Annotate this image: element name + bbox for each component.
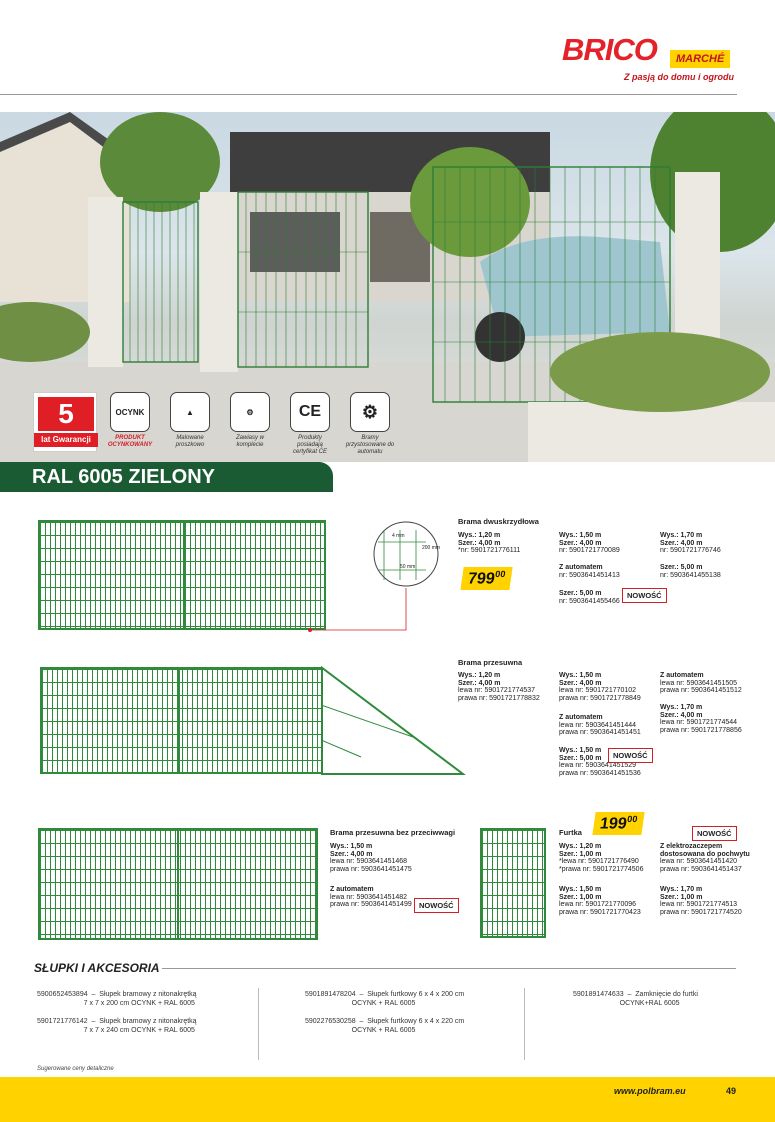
spec-line: Z automatem bbox=[559, 564, 603, 571]
spec-line: lewa nr: 5901721774537 bbox=[458, 687, 536, 695]
spec-line: prawa nr: 5903641451437 bbox=[660, 865, 742, 873]
accessories-list-wicket-posts: 5901891478204 – Słupek furtkowy 6 x 4 x 200 cm OCYNK + RAL 6005 5902276530258 – Słupek furtkowy 6 x 4 x 220 cm OCYNK + RAL 6005 bbox=[305, 991, 465, 1034]
product-name: Brama przesuwna bez przeciwwagi bbox=[330, 828, 456, 837]
spec-line: Wys.: 1,70 m bbox=[660, 704, 703, 711]
spec-line: prawa nr: 5903641451536 bbox=[559, 769, 641, 777]
accessories-list-posts: 5900652453894 – Słupek bramowy z nitonakrętką 7 x 7 x 200 cm OCYNK + RAL 6005 5901721776142 – Słupek bramowy z nitonakrętką 7 x 7 x 240 cm OCYNK + RAL 6005 bbox=[37, 991, 197, 1034]
zn-ocynk-icon bbox=[110, 392, 150, 432]
gate-divider bbox=[178, 667, 180, 774]
spec-line: Szer.: 4,00 m bbox=[559, 679, 602, 687]
spec-line: *prawa nr: 5901721774506 bbox=[559, 865, 644, 873]
accessories-divider bbox=[162, 968, 736, 969]
price-cents: 00 bbox=[626, 814, 639, 824]
spec-line: Szer.: 5,00 m bbox=[559, 754, 602, 762]
spec-line: Szer.: 1,00 m bbox=[559, 850, 602, 858]
spec-line: prawa nr: 5903641451451 bbox=[559, 729, 641, 737]
ce-title: CE bbox=[298, 403, 322, 420]
spec-line: Szer.: 4,00 m bbox=[458, 539, 501, 547]
spec-line: nr: 5903641455138 bbox=[660, 571, 721, 579]
badge-caption: PRODUKT OCYNKOWANY bbox=[107, 435, 153, 448]
ce-mark-icon bbox=[290, 392, 330, 432]
spec-line: Szer.: 4,00 m bbox=[458, 679, 501, 687]
section-title: RAL 6005 ZIELONY bbox=[32, 466, 216, 488]
double-gate-image bbox=[38, 520, 326, 630]
spec-line: Wys.: 1,70 m bbox=[660, 886, 703, 893]
spec-line: *nr: 5901721776111 bbox=[458, 547, 521, 555]
spec-line: prawa nr: 5901721770423 bbox=[559, 908, 641, 916]
spec-line: lewa nr: 5901721770096 bbox=[559, 901, 637, 909]
footer-bar bbox=[0, 1077, 775, 1122]
spec-line: nr: 5903641451413 bbox=[559, 571, 620, 579]
spec-line: Z elektrozaczepem bbox=[660, 843, 723, 850]
spec-line: lewa nr: 5903641451529 bbox=[559, 762, 637, 770]
spec-line: nr: 5903641455466 bbox=[559, 597, 620, 605]
spec-line: Szer.: 1,00 m bbox=[559, 893, 602, 901]
column-divider bbox=[258, 988, 259, 1060]
spec-line: Wys.: 1,50 m bbox=[559, 672, 602, 679]
spec-line: prawa nr: 5903641451499 bbox=[330, 901, 412, 909]
spec-line: Wys.: 1,50 m bbox=[559, 886, 602, 893]
detail-height-label: 50 mm bbox=[400, 564, 416, 570]
badge-ocynk bbox=[105, 392, 155, 449]
product-name: Brama przesuwna bbox=[458, 658, 523, 667]
spec-line: Szer.: 5,00 m bbox=[559, 590, 602, 597]
mesh-detail-diagram bbox=[300, 518, 440, 638]
price-note: Sugerowane ceny detaliczne bbox=[37, 1066, 114, 1072]
feature-badges bbox=[33, 392, 398, 460]
badge-automat bbox=[345, 392, 395, 456]
spec-line: nr: 5901721770089 bbox=[559, 547, 620, 555]
badge-caption: Produkty posiadają certyfikat CE bbox=[292, 435, 327, 455]
badge-hinges bbox=[225, 392, 275, 449]
spec-line: Wys.: 1,70 m bbox=[660, 532, 703, 539]
spray-paint-icon: ▲ bbox=[170, 392, 210, 432]
price-value: 799 bbox=[466, 570, 496, 588]
spec-line: Z automatem bbox=[660, 672, 704, 679]
sliding-gate-tail bbox=[321, 665, 466, 777]
new-badge: NOWOŚĆ bbox=[692, 826, 737, 841]
wicket-gate-image bbox=[480, 828, 546, 938]
accessories-list-lock: 5901891474633 – Zamknięcie do furtki OCYNK+RAL 6005 bbox=[573, 991, 698, 1007]
footer-url[interactable]: www.polbram.eu bbox=[614, 1086, 686, 1096]
badge-caption: Bramy przystosowane do automatu bbox=[345, 435, 395, 455]
spec-line: lewa nr: 5901721770102 bbox=[559, 687, 637, 695]
spec-line: Z automatem bbox=[559, 714, 603, 721]
spec-line: Szer.: 5,00 m bbox=[660, 564, 703, 571]
spec-line: prawa nr: 5903641451512 bbox=[660, 687, 742, 695]
spec-line: lewa nr: 5901721774544 bbox=[660, 719, 738, 727]
guarantee-badge bbox=[33, 392, 97, 452]
guarantee-label: lat Gwarancji bbox=[34, 433, 98, 447]
spec-line: lewa nr: 5903641451444 bbox=[559, 721, 637, 729]
logo-brico-text: BRICO bbox=[562, 32, 657, 67]
hinge-icon: ⚙ bbox=[230, 392, 270, 432]
detail-depth-label: 200 mm bbox=[422, 545, 441, 551]
section-title-bar bbox=[0, 462, 333, 492]
accessories-title: SŁUPKI I AKCESORIA bbox=[34, 961, 160, 975]
spec-line: nr: 5901721776746 bbox=[660, 547, 721, 555]
column-divider bbox=[524, 988, 525, 1060]
product-name: Furtka bbox=[559, 828, 582, 837]
gears-icon: ⚙ bbox=[350, 392, 390, 432]
spec-line: lewa nr: 5903641451505 bbox=[660, 679, 738, 687]
badge-powder bbox=[165, 392, 215, 449]
spec-line: lewa nr: 5903641451468 bbox=[330, 858, 408, 866]
spec-line: prawa nr: 5901721778832 bbox=[458, 694, 540, 702]
spec-line: Szer.: 4,00 m bbox=[660, 539, 703, 547]
price-value: 199 bbox=[598, 815, 628, 833]
spec-line: Z automatem bbox=[330, 886, 374, 893]
brico-marche-logo bbox=[562, 32, 742, 88]
spec-line: Szer.: 4,00 m bbox=[660, 711, 703, 719]
new-badge: NOWOŚĆ bbox=[608, 748, 653, 763]
gate-divider bbox=[177, 828, 179, 940]
price-cents: 00 bbox=[494, 569, 507, 579]
product-name: Brama dwuskrzydłowa bbox=[458, 517, 539, 526]
page-number: 49 bbox=[726, 1086, 737, 1096]
spec-line: Wys.: 1,50 m bbox=[559, 747, 602, 754]
spec-line: lewa nr: 5903641451482 bbox=[330, 893, 408, 901]
spec-line: *lewa nr: 5901721776490 bbox=[559, 858, 639, 866]
spec-line: prawa nr: 5901721778849 bbox=[559, 694, 641, 702]
ocynk-title: OCYNK bbox=[115, 407, 145, 417]
sliding-gate-image bbox=[40, 667, 323, 774]
spec-line: Wys.: 1,50 m bbox=[330, 843, 373, 850]
spec-line: dostosowana do pochwytu bbox=[660, 850, 750, 858]
spec-line: lewa nr: 5903641451420 bbox=[660, 858, 738, 866]
spec-line: Wys.: 1,20 m bbox=[458, 672, 501, 679]
spec-line: Szer.: 1,00 m bbox=[660, 893, 703, 901]
detail-width-label: 4 mm bbox=[392, 533, 405, 539]
badge-ce bbox=[285, 392, 335, 456]
new-badge: NOWOŚĆ bbox=[622, 588, 667, 603]
spec-line: lewa nr: 5901721774513 bbox=[660, 901, 738, 909]
logo-marche-badge: MARCHÉ bbox=[670, 50, 730, 68]
price-tag bbox=[460, 567, 512, 590]
spec-line: prawa nr: 5901721774520 bbox=[660, 908, 742, 916]
logo-tagline: Z pasją do domu i ogrodu bbox=[624, 72, 734, 82]
spec-line: Szer.: 4,00 m bbox=[330, 850, 373, 858]
spec-line: Szer.: 4,00 m bbox=[559, 539, 602, 547]
hourglass-icon bbox=[38, 397, 94, 431]
spec-line: prawa nr: 5903641451475 bbox=[330, 865, 412, 873]
badge-caption: Malowane proszkowo bbox=[175, 435, 205, 448]
new-badge: NOWOŚĆ bbox=[414, 898, 459, 913]
spec-line: Wys.: 1,20 m bbox=[559, 843, 602, 850]
price-tag bbox=[592, 812, 644, 835]
spec-line: prawa nr: 5901721778856 bbox=[660, 726, 742, 734]
gate-divider bbox=[183, 520, 185, 630]
spec-line: Wys.: 1,50 m bbox=[559, 532, 602, 539]
guarantee-years: 5 bbox=[58, 398, 74, 429]
spec-line: Wys.: 1,20 m bbox=[458, 532, 501, 539]
badge-caption: Zawiasy w komplecie bbox=[235, 435, 264, 448]
header-divider bbox=[0, 94, 737, 95]
